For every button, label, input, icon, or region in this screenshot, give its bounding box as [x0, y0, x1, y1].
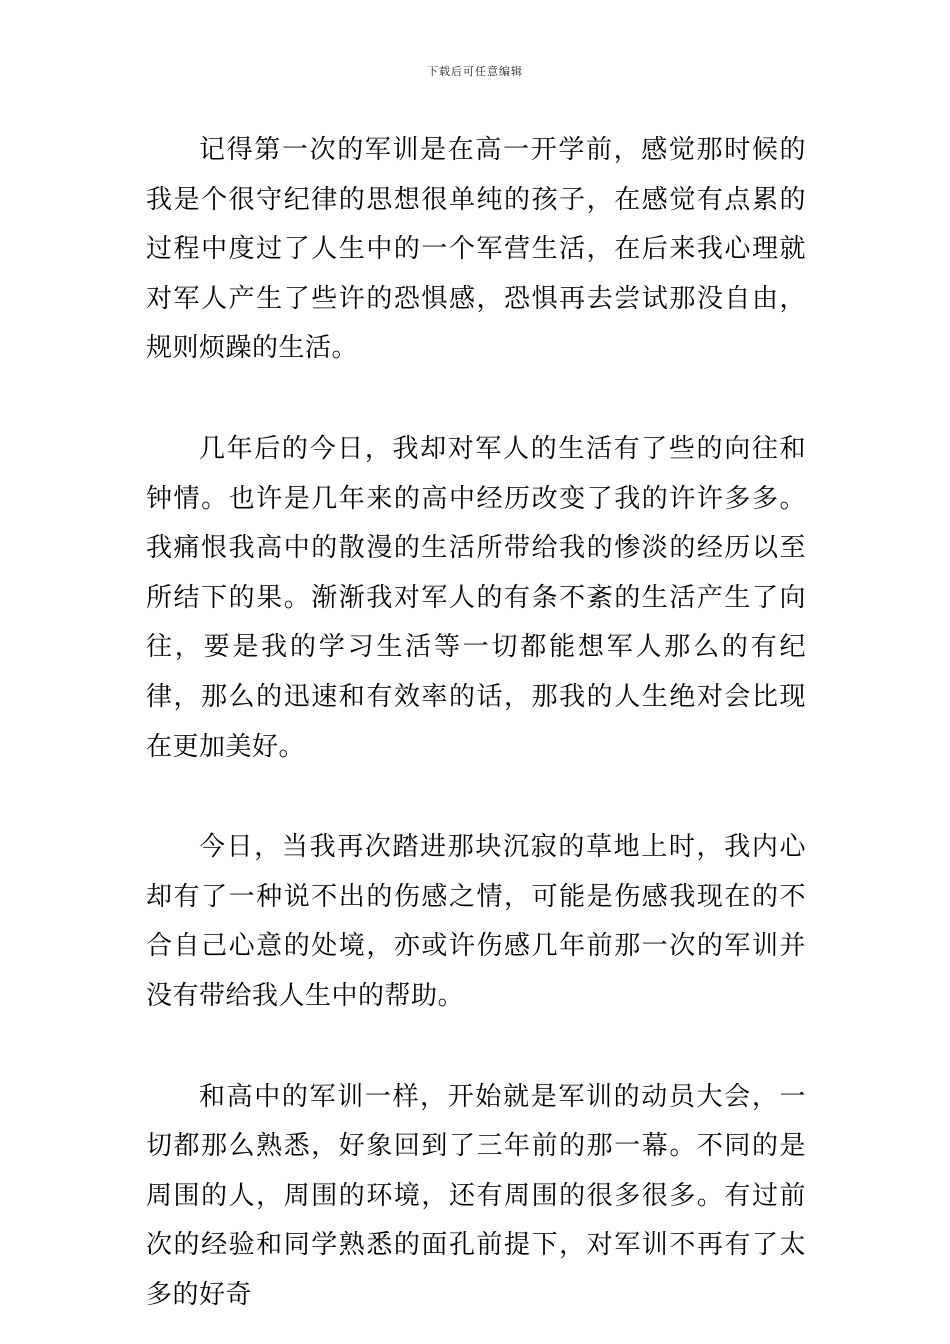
paragraph-4: 和高中的军训一样，开始就是军训的动员大会，一切都那么熟悉，好象回到了三年前的那一幕。不同的是周围的人，周围的环境，还有周围的很多很多。有过前次的经验和同学熟悉的面孔前提下，对军训不再有了太多的好奇: [146, 1081, 806, 1310]
page-header: 下载后可任意编辑: [427, 65, 523, 78]
paragraph-1: 记得第一次的军训是在高一开学前，感觉那时候的我是个很守纪律的思想很单纯的孩子，在感觉有点累的过程中度过了人生中的一个军营生活，在后来我心理就对军人产生了些许的恐惧感，恐惧再去尝试那没自由，规则烦躁的生活。: [146, 135, 806, 364]
paragraph-2: 几年后的今日，我却对军人的生活有了些的向往和钟情。也许是几年来的高中经历改变了我的许许多多。我痛恨我高中的散漫的生活所带给我的惨淡的经历以至所结下的果。渐渐我对军人的有条不紊的生活产生了向往，要是我的学习生活等一切都能想军人那么的有纪律，那么的迅速和有效率的话，那我的人生绝对会比现在更加美好。: [146, 433, 806, 762]
paragraph-3: 今日，当我再次踏进那块沉寂的草地上时，我内心却有了一种说不出的伤感之情，可能是伤感我现在的不合自己心意的处境，亦或许伤感几年前那一次的军训并没有带给我人生中的帮助。: [146, 832, 806, 1011]
document-body: [146, 126, 806, 1320]
